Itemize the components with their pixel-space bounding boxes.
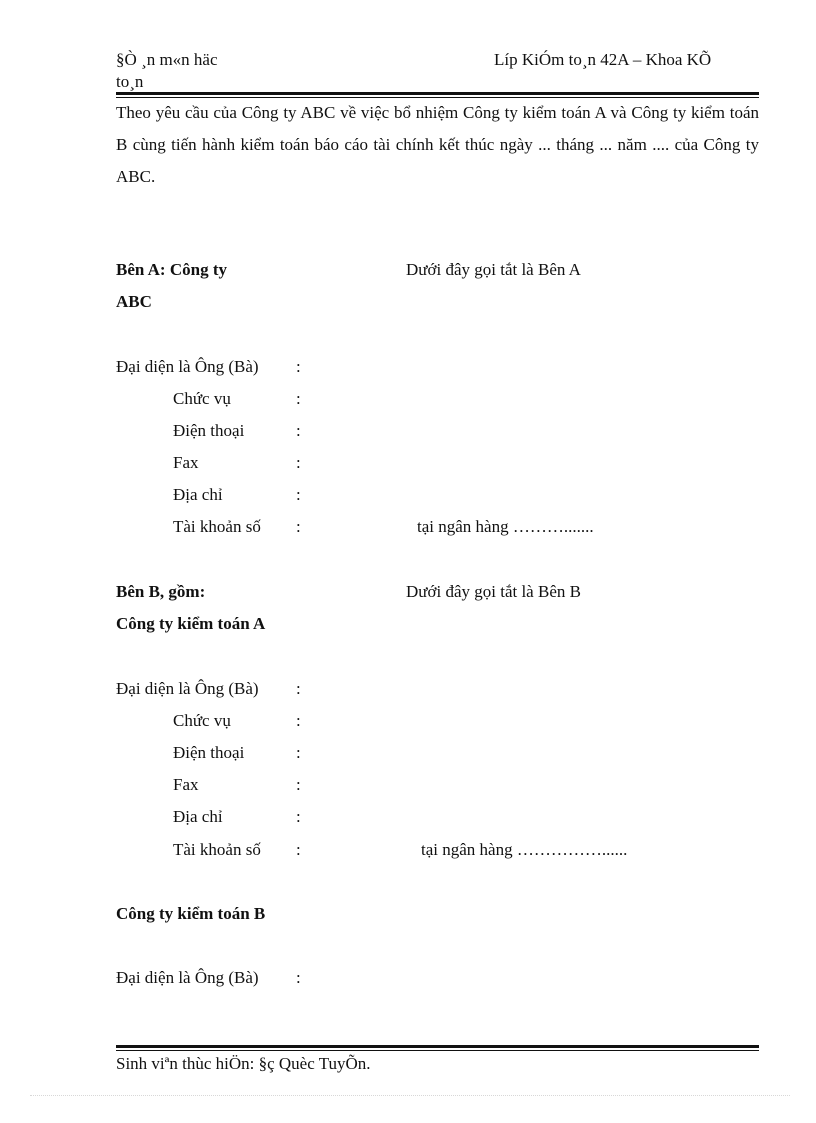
- header-rule-thick: [116, 92, 759, 95]
- party-b-rep-label: Đại diện là Ông (Bà): [116, 679, 259, 698]
- party-a-field-phone: Điện thoại: [173, 421, 245, 440]
- party-b-field-colon: :: [296, 840, 301, 859]
- party-a-rep-label: Đại diện là Ông (Bà): [116, 357, 259, 376]
- party-a-alias: Dưới đây gọi tắt là Bên A: [406, 260, 581, 279]
- party-b-title: Bên B, gồm:: [116, 582, 206, 601]
- party-a-title-line1: Bên A: Công ty: [116, 260, 227, 279]
- party-b-company-a: Công ty kiểm toán A: [116, 614, 266, 633]
- party-b-field-colon: :: [296, 775, 301, 794]
- header-left-line2: to¸n: [116, 72, 144, 91]
- party-a-bank: tại ngân hàng ……….......: [417, 517, 594, 536]
- party-b-alias: Dưới đây gọi tắt là Bên B: [406, 582, 581, 601]
- party-b-bank: tại ngân hàng ……………......: [421, 840, 628, 859]
- party-a-title-line2: ABC: [116, 292, 152, 311]
- party-b-field-phone: Điện thoại: [173, 743, 245, 762]
- party-b-field-address: Địa chỉ: [173, 807, 223, 826]
- party-b-field-colon: :: [296, 807, 301, 826]
- party-a-field-colon: :: [296, 389, 301, 408]
- party-a-field-fax: Fax: [173, 453, 199, 472]
- party-b-rep-colon: :: [296, 679, 301, 698]
- header-left-line1: §Ò ¸n m«n häc: [116, 50, 218, 69]
- party-a-field-account: Tài khoản số: [173, 517, 261, 536]
- header-right: Líp KiÓm to¸n 42A – Khoa KÕ: [494, 50, 712, 69]
- party-a-rep-colon: :: [296, 357, 301, 376]
- party-b-company-b-rep-colon: :: [296, 968, 301, 987]
- footer-text: Sinh viªn thùc hiÖn: §ç Quèc TuyÕn.: [116, 1054, 371, 1073]
- party-b-field-fax: Fax: [173, 775, 199, 794]
- footer-rule-thick: [116, 1045, 759, 1048]
- party-a-field-position: Chức vụ: [173, 389, 231, 408]
- party-b-field-account: Tài khoản số: [173, 840, 261, 859]
- party-b-field-position: Chức vụ: [173, 711, 231, 730]
- party-a-field-colon: :: [296, 517, 301, 536]
- party-b-company-b: Công ty kiểm toán B: [116, 904, 266, 923]
- party-b-field-colon: :: [296, 743, 301, 762]
- party-a-field-address: Địa chỉ: [173, 485, 223, 504]
- party-a-field-colon: :: [296, 421, 301, 440]
- party-a-field-colon: :: [296, 453, 301, 472]
- party-b-company-b-rep-label: Đại diện là Ông (Bà): [116, 968, 259, 987]
- page-bottom-dotted-line: [30, 1095, 790, 1096]
- party-b-field-colon: :: [296, 711, 301, 730]
- footer-rule-thin: [116, 1050, 759, 1051]
- party-a-field-colon: :: [296, 485, 301, 504]
- intro-paragraph: Theo yêu cầu của Công ty ABC về việc bổ nhiệm Công ty kiểm toán A và Công ty kiểm toán B cùng tiến hành kiểm toán báo cáo tài chính kết thúc ngày ... tháng ... năm .... của Công ty ABC.: [116, 103, 759, 186]
